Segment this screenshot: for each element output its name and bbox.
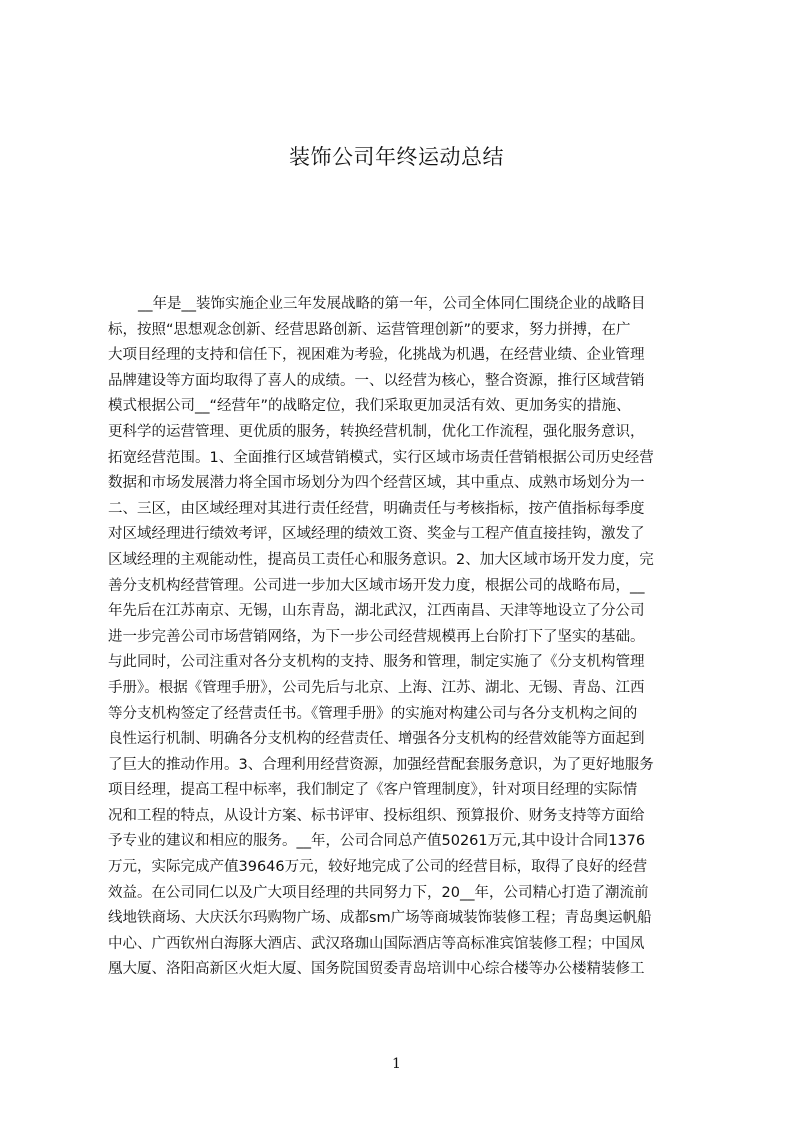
body-line: 手册》。根据《管理手册》，公司先后与北京、上海、江苏、湖北、无锡、青岛、江西 (108, 679, 645, 696)
body-line: 予专业的建议和相应的服务。__年，公司合同总产值50261万元,其中设计合同1376 (108, 833, 646, 850)
body-line: __年是__装饰实施企业三年发展战略的第一年，公司全体同仁围绕企业的战略目 (138, 296, 646, 312)
body-line: 了巨大的推动作用。3、合理利用经营资源，加强经营配套服务意识，为了更好地服务 (108, 756, 654, 773)
body-line: 大项目经理的支持和信任下，视困难为考验，化挑战为机遇，在经营业绩、企业管理 (108, 347, 645, 364)
body-line: 进一步完善公司市场营销网络，为下一步公司经营规模再上台阶打下了坚实的基础。 (108, 628, 645, 645)
body-line: 对区域经理进行绩效考评，区域经理的绩效工资、奖金与工程产值直接挂钩，激发了 (108, 526, 645, 543)
body-line: 二、三区，由区域经理对其进行责任经营，明确责任与考核指标，按产值指标每季度 (108, 500, 645, 517)
body-line: 善分支机构经营管理。公司进一步加大区域市场开发力度，根据公司的战略布局，__ (108, 577, 645, 594)
body-line: 凰大厦、洛阳高新区火炬大厦、国务院国贸委青岛培训中心综合楼等办公楼精装修工 (108, 961, 645, 978)
body-line: 中心、广西钦州白海豚大酒店、武汉珞珈山国际酒店等高标准宾馆装修工程；中国凤 (108, 935, 645, 952)
body-line: 数据和市场发展潜力将全国市场划分为四个经营区域，其中重点、成熟市场划分为一 (108, 475, 645, 492)
body-line: 更科学的运营管理、更优质的服务，转换经营机制，优化工作流程，强化服务意识， (108, 423, 645, 440)
document-body (108, 292, 699, 1067)
body-line: 品牌建设等方面均取得了喜人的成绩。一、以经营为核心，整合资源，推行区域营销 (108, 372, 645, 389)
document-title: 装饰公司年终运动总结 (289, 145, 504, 169)
page-number: 1 (392, 1056, 401, 1072)
body-line: 效益。在公司同仁以及广大项目经理的共同努力下，20__年，公司精心打造了潮流前 (108, 884, 649, 901)
body-line: 拓宽经营范围。1、全面推行区域营销模式，实行区域市场责任营销根据公司历史经营 (108, 449, 654, 466)
body-line: 年先后在江苏南京、无锡，山东青岛，湖北武汉，江西南昌、天津等地设立了分公司 (108, 603, 645, 620)
body-line: 等分支机构签定了经营责任书。《管理手册》的实施对构建公司与各分支机构之间的 (108, 705, 638, 722)
body-line: 线地铁商场、大庆沃尔玛购物广场、成都sm广场等商城装饰装修工程；青岛奥运帆船 (108, 910, 652, 927)
body-line: 标，按照“思想观念创新、经营思路创新、运营管理创新”的要求，努力拼搏，在广 (108, 321, 631, 338)
body-line: 项目经理，提高工程中标率，我们制定了《客户管理制度》，针对项目经理的实际情 (108, 782, 638, 799)
body-line: 良性运行机制、明确各分支机构的经营责任、增强各分支机构的经营效能等方面起到 (108, 731, 645, 748)
body-line: 万元，实际完成产值39646万元，较好地完成了公司的经营目标，取得了良好的经营 (108, 859, 648, 876)
body-line: 区域经理的主观能动性，提高员工责任心和服务意识。2、加大区域市场开发力度，完 (108, 551, 654, 568)
body-line: 与此同时，公司注重对各分支机构的支持、服务和管理，制定实施了《分支机构管理 (108, 654, 645, 671)
body-line: 模式根据公司__“经营年”的战略定位，我们采取更加灵活有效、更加务实的措施、 (108, 398, 631, 415)
body-line: 况和工程的特点，从设计方案、标书评审、投标组织、预算报价、财务支持等方面给 (108, 807, 645, 824)
